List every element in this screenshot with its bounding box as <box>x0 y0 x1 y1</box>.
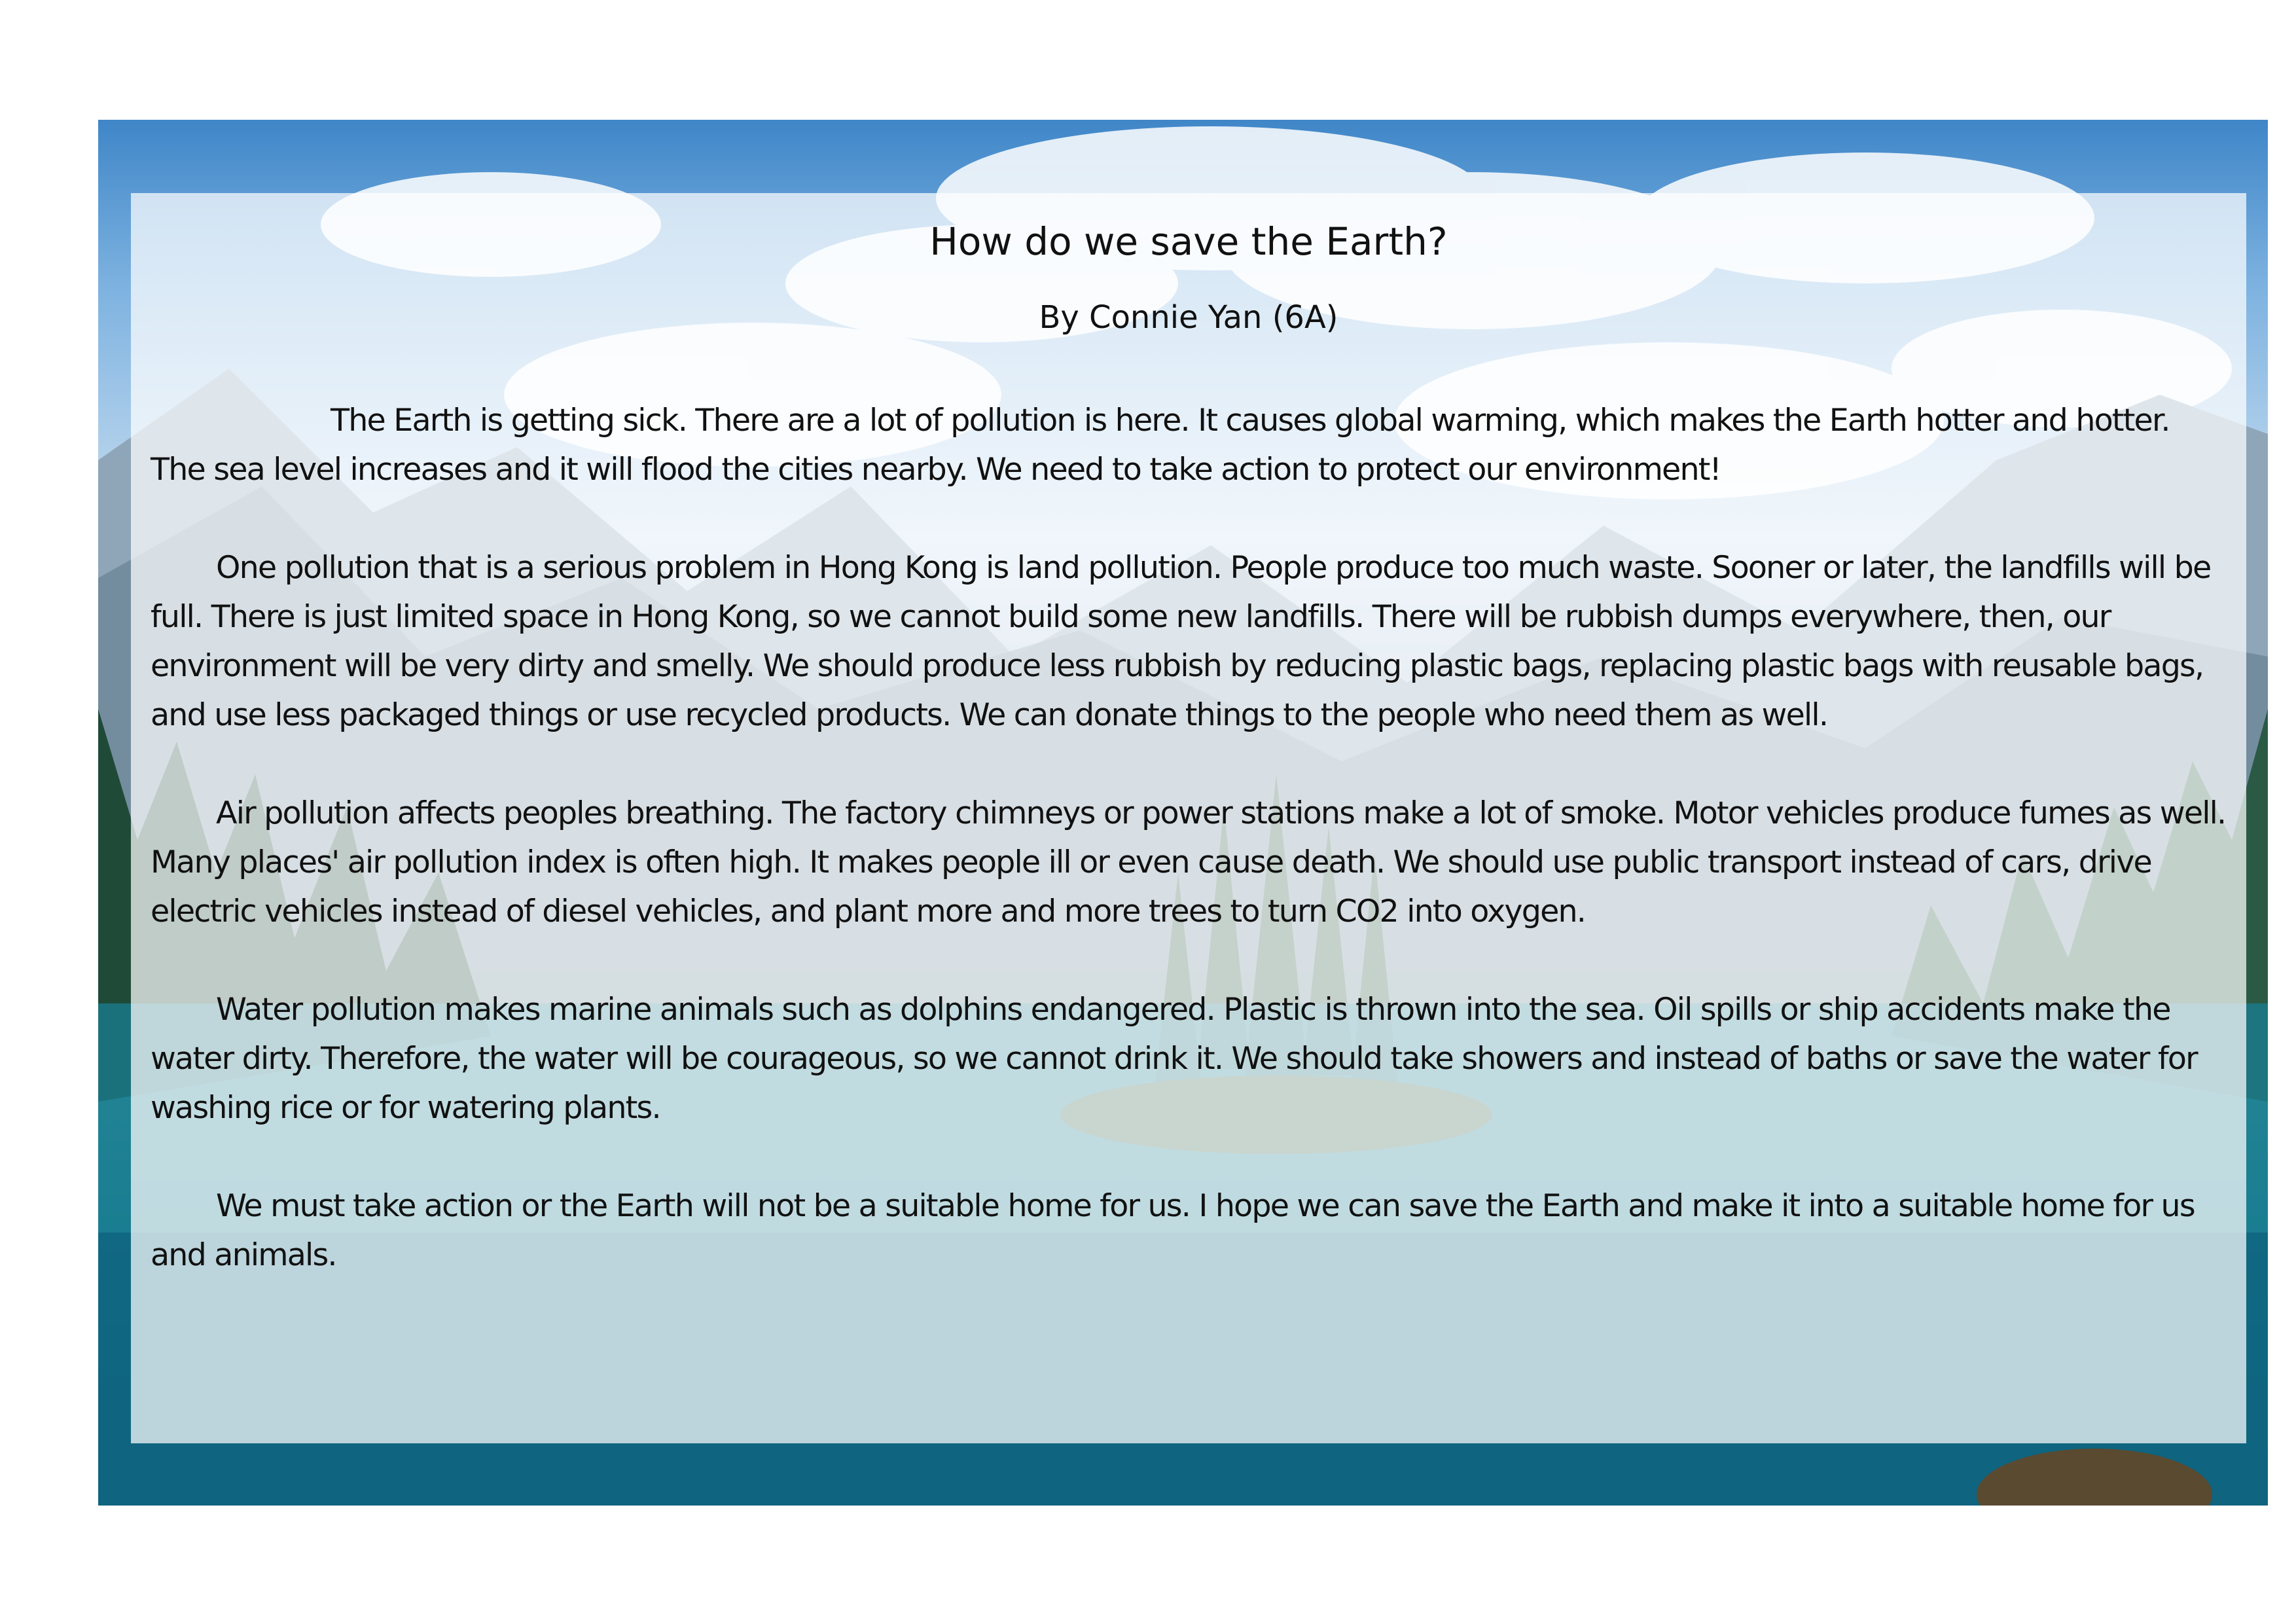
essay-title: How do we save the Earth? <box>929 219 1448 264</box>
essay-byline: By Connie Yan (6A) <box>1039 299 1338 336</box>
essay-paragraph-intro: The Earth is getting sick. There are a lot of pollution is here. It causes global warming, which makes the Earth hotter and hotter. The sea level increases and it will flood the cities nearby. We need to take action to protect our environment! <box>151 403 2170 488</box>
essay-paragraph-water-pollution: Water pollution makes marine animals such as dolphins endangered. Plastic is thrown into the sea. Oil spills or ship accidents make the water dirty. Therefore, the water will be courageous, so we cannot drink it. We should take showers and instead of baths or save the water for washing rice or for watering plants. <box>151 992 2197 1126</box>
essay-paragraph-air-pollution: Air pollution affects peoples breathing. The factory chimneys or power stations make a lot of smoke. Motor vehicles produce fumes as well. Many places' air pollution index is often high. It makes people ill or even cause death. We should use public transport instead of cars, drive electric vehicles instead of diesel vehicles, and plant more and more trees to turn CO2 into oxygen. <box>151 795 2226 929</box>
essay-paragraph-conclusion: We must take action or the Earth will not be a suitable home for us. I hope we can save the Earth and make it into a suitable home for us and animals. <box>151 1188 2195 1273</box>
essay-text-panel <box>131 193 2246 1443</box>
essay-body <box>151 396 2227 1329</box>
essay-paragraph-land-pollution: One pollution that is a serious problem in Hong Kong is land pollution. People produce too much waste. Sooner or later, the landfills will be full. There is just limited space in Hong Kong, so we cannot build some new landfills. There will be rubbish dumps everywhere, then, our environment will be very dirty and smelly. We should produce less rubbish by reducing plastic bags, replacing plastic bags with reusable bags, and use less packaged things or use recycled products. We can donate things to the people who need them as well. <box>151 550 2211 733</box>
